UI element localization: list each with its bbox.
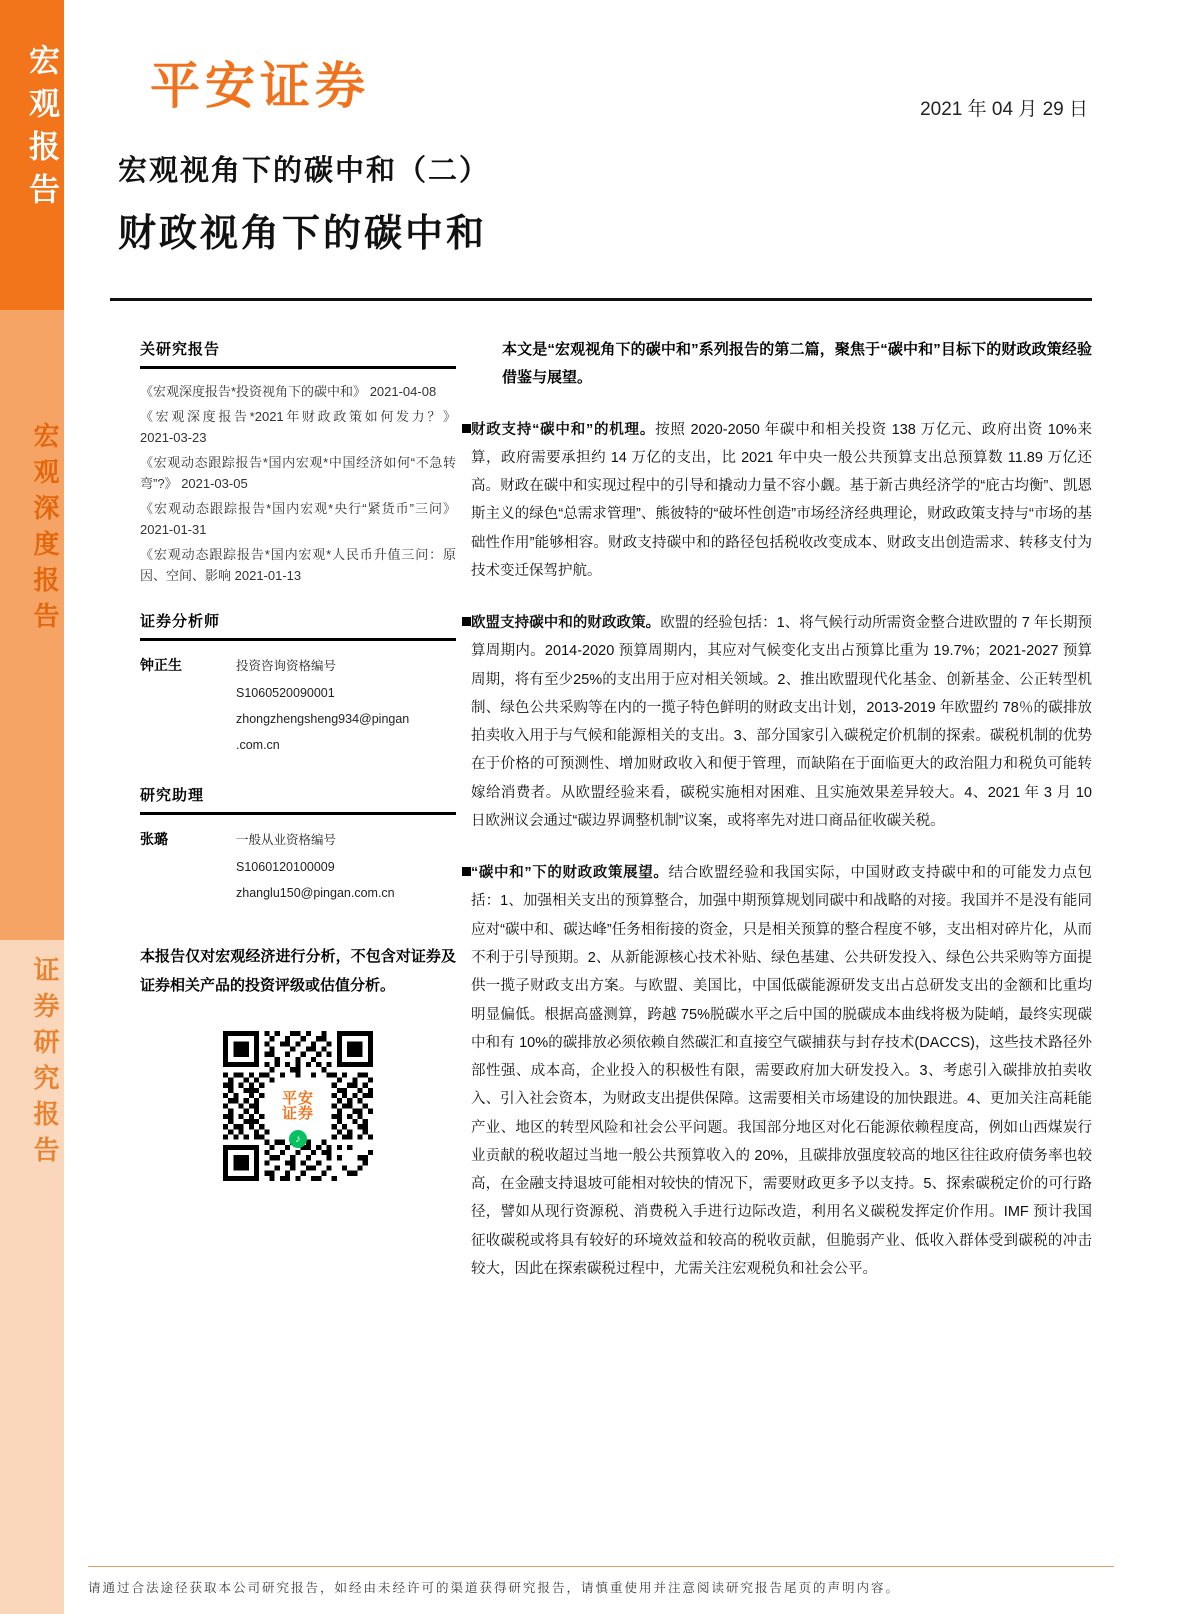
related-reports-heading: 关研究报告 [140,338,456,369]
strip-segment-research [0,940,64,1614]
bullet-body: 按照 2020-2050 年碳中和相关投资 138 万亿元、政府出资 10%来算，政府需要承担约 14 万亿的支出，比 2021 年中央一般公共预算支出总预算数 11.89 万亿还高。财政在碳中和实现过程中的引导和撬动力量不容小觑。基于新古典经济学的“庇古均衡”、凯恩斯主义的绿色“总需求管理”、熊彼特的“破坏性创造”市场经济经典理论，财政政策支持与“市场的基础性作用”能够相容。财政支持碳中和的路径包括税收改变成本、财政支出创造需求、转移支付为技术变迁保驾护航。 [471,421,1093,579]
report-item-date: 2021-03-23 [140,430,207,446]
side-strip [0,0,64,1614]
qr-brand-line2: 证券 [281,1105,315,1123]
report-item-title: 《宏观动态跟踪报告*国内宏观*中国经济如何“不急转弯”?》 [140,455,456,492]
footer-notice: 请通过合法途径获取本公司研究报告，如经由未经许可的渠道获得研究报告，请慎重使用并注意阅读研究报告尾页的声明内容。 [88,1581,901,1595]
assistant-details [236,827,395,906]
report-item [140,406,456,448]
strip-label-bottom: 证券研究报告 [30,956,60,1172]
strip-label-middle: 宏观深度报告 [30,422,60,638]
assistant-email[interactable]: zhanglu150@pingan.com.cn [236,885,395,900]
strip-segment-macro-depth [0,310,64,940]
report-item-date: 2021-03-05 [181,476,248,492]
report-date: 2021 年 04 月 29 日 [920,99,1088,120]
report-item-title: 《宏观动态跟踪报告*国内宏观*人民币升值三问：原因、空间、影响 [140,547,456,584]
assistant-credential-number: S1060120100009 [236,859,335,874]
bullet-square-icon [462,424,471,433]
report-item-date: 2021-01-31 [140,522,207,538]
bullet-body: 欧盟的经验包括：1、将气候行动所需资金整合进欧盟的 7 年长期预算周期内。2014-2020 预算周期内，其应对气候变化支出占预算比重为 19.7%；2021-2027 预算周期，将有至少25%的支出用于应对相关领域。2、推出欧盟现代化基金、创新基金、公正转型机制、绿色公共采购等在内的一揽子特色鲜明的财政支出计划，2013-2019 年欧盟约 78％的碳排放拍卖收入用于与气候和能源相关的支出。3、部分国家引入碳税定价机制的探索。碳税机制的优势在于价格的可预测性、增加财政收入和便于管理，而缺陷在于面临更大的政治阻力和税负可能转嫁给消费者。从欧盟经验来看，碳税实施相对困难、且实施效果差异较大。4、2021 年 3 月 10 日欧洲议会通过“碳边界调整机制”议案，或将率先对进口商品征收碳关税。 [471,615,1092,829]
assistant-credential-label: 一般从业资格编号 [236,833,337,848]
bullet-text [471,416,1092,586]
report-item-title: 《宏观动态跟踪报告*国内宏观*央行“紧货币”三问》 [140,501,456,517]
title-divider [110,298,1092,301]
bullet-text [471,859,1092,1283]
report-item-title: 《宏观深度报告*投资视角下的碳中和》 [140,384,367,399]
report-item [140,498,456,540]
assistant-block [140,827,456,906]
bullet-lead: 财政支持“碳中和”的机理。 [471,421,656,438]
summary-bullet [462,609,1092,835]
strip-segment-macro-report [0,0,64,310]
series-title: 宏观视角下的碳中和（二） [118,155,491,187]
analyst-credential-number: S1060520090001 [236,685,335,700]
summary-column [462,336,1092,1307]
analyst-credential-label: 投资咨询资格编号 [236,659,337,674]
page-footer [88,1566,1114,1596]
summary-bullet [462,859,1092,1283]
left-column [140,338,456,1181]
report-item-date: 2021-01-13 [234,568,302,584]
summary-bullet [462,416,1092,586]
report-item [140,452,456,494]
brand-logo: 平安证券 [150,58,370,114]
qr-code [223,1031,373,1181]
assistant-name: 张璐 [140,831,168,848]
bullet-square-icon [462,617,471,626]
bullet-square-icon [462,867,471,876]
analyst-heading: 证券分析师 [140,610,456,641]
bullet-text [471,609,1092,835]
qr-brand-line1: 平安 [281,1089,315,1107]
analyst-details [236,653,409,758]
page-title: 财政视角下的碳中和 [118,213,488,255]
report-item-date: 2021-04-08 [369,384,437,399]
assistant-heading: 研究助理 [140,784,456,815]
analyst-email-cont[interactable]: .com.cn [236,738,280,753]
bullet-body: 结合欧盟经验和我国实际，中国财政支持碳中和的可能发力点包括：1、加强相关支出的预算整合，加强中期预算规划同碳中和战略的对接。我国并不是没有能同应对“碳中和、碳达峰”任务相衔接的资金，只是相关预算的整合程度不够，支出相对碎片化，从而不利于引导预期。2、从新能源核心技术补贴、绿色基建、公共研发投入、绿色公共采购等方面提供一揽子财政支出方案。与欧盟、美国比，中国低碳能源研发支出占总研发支出的金额和比重均明显偏低。根据高盛测算，跨越 75%脱碳水平之后中国的脱碳成本曲线将极为陡峭，最终实现碳中和有 10%的碳排放必须依赖自然碳汇和直接空气碳捕获与封存技术(DACCS)，这些技术路径外部性强、成本高，企业投入的积极性有限，需要政府加大研发投入。3、考虑引入碳排放拍卖收入、引入社会资本，为财政支出提供保障。这需要相关市场建设的加快跟进。4、更加关注高耗能产业、地区的转型风险和社会公平问题。我国部分地区对化石能源依赖程度高，例如山西煤炭行业贡献的税收超过当地一般公共预算收入的 20%，且碳排放强度较高的地区往往政府债务率也较高，在金融支持退坡可能相对较快的情况下，需要财政更多予以支持。5、探索碳税定价的可行路径，譬如从现行资源税、消费税入手进行边际改造，利用名义碳税发挥定价作用。IMF 预计我国征收碳税或将具有较好的环境效益和较高的税收贡献，但脆弱产业、低收入群体受到碳税的冲击较大，因此在探索碳税过程中，尤需关注宏观税负和社会公平。 [471,865,1093,1277]
bullet-lead: 欧盟支持碳中和的财政政策。 [471,615,661,632]
report-item [140,381,456,402]
report-item [140,544,456,586]
strip-label-top: 宏观报告 [24,44,59,216]
analyst-block [140,653,456,758]
bullet-lead: “碳中和”下的财政政策展望。 [471,865,669,882]
scope-disclaimer: 本报告仅对宏观经济进行分析，不包含对证券及证券相关产品的投资评级或估值分析。 [140,948,456,995]
analyst-name: 钟正生 [140,657,182,674]
wechat-channels-icon: ♪ [289,1130,307,1148]
analyst-email[interactable]: zhongzhengsheng934@pingan [236,711,410,726]
report-item-title: 《宏观深度报告*2021年财政政策如何发力？》 [140,409,456,425]
related-reports-list [140,381,456,586]
qr-logo-overlay [276,1087,320,1124]
abstract-intro: 本文是“宏观视角下的碳中和”系列报告的第二篇，聚焦于“碳中和”目标下的财政政策经验借鉴与展望。 [502,341,1092,386]
